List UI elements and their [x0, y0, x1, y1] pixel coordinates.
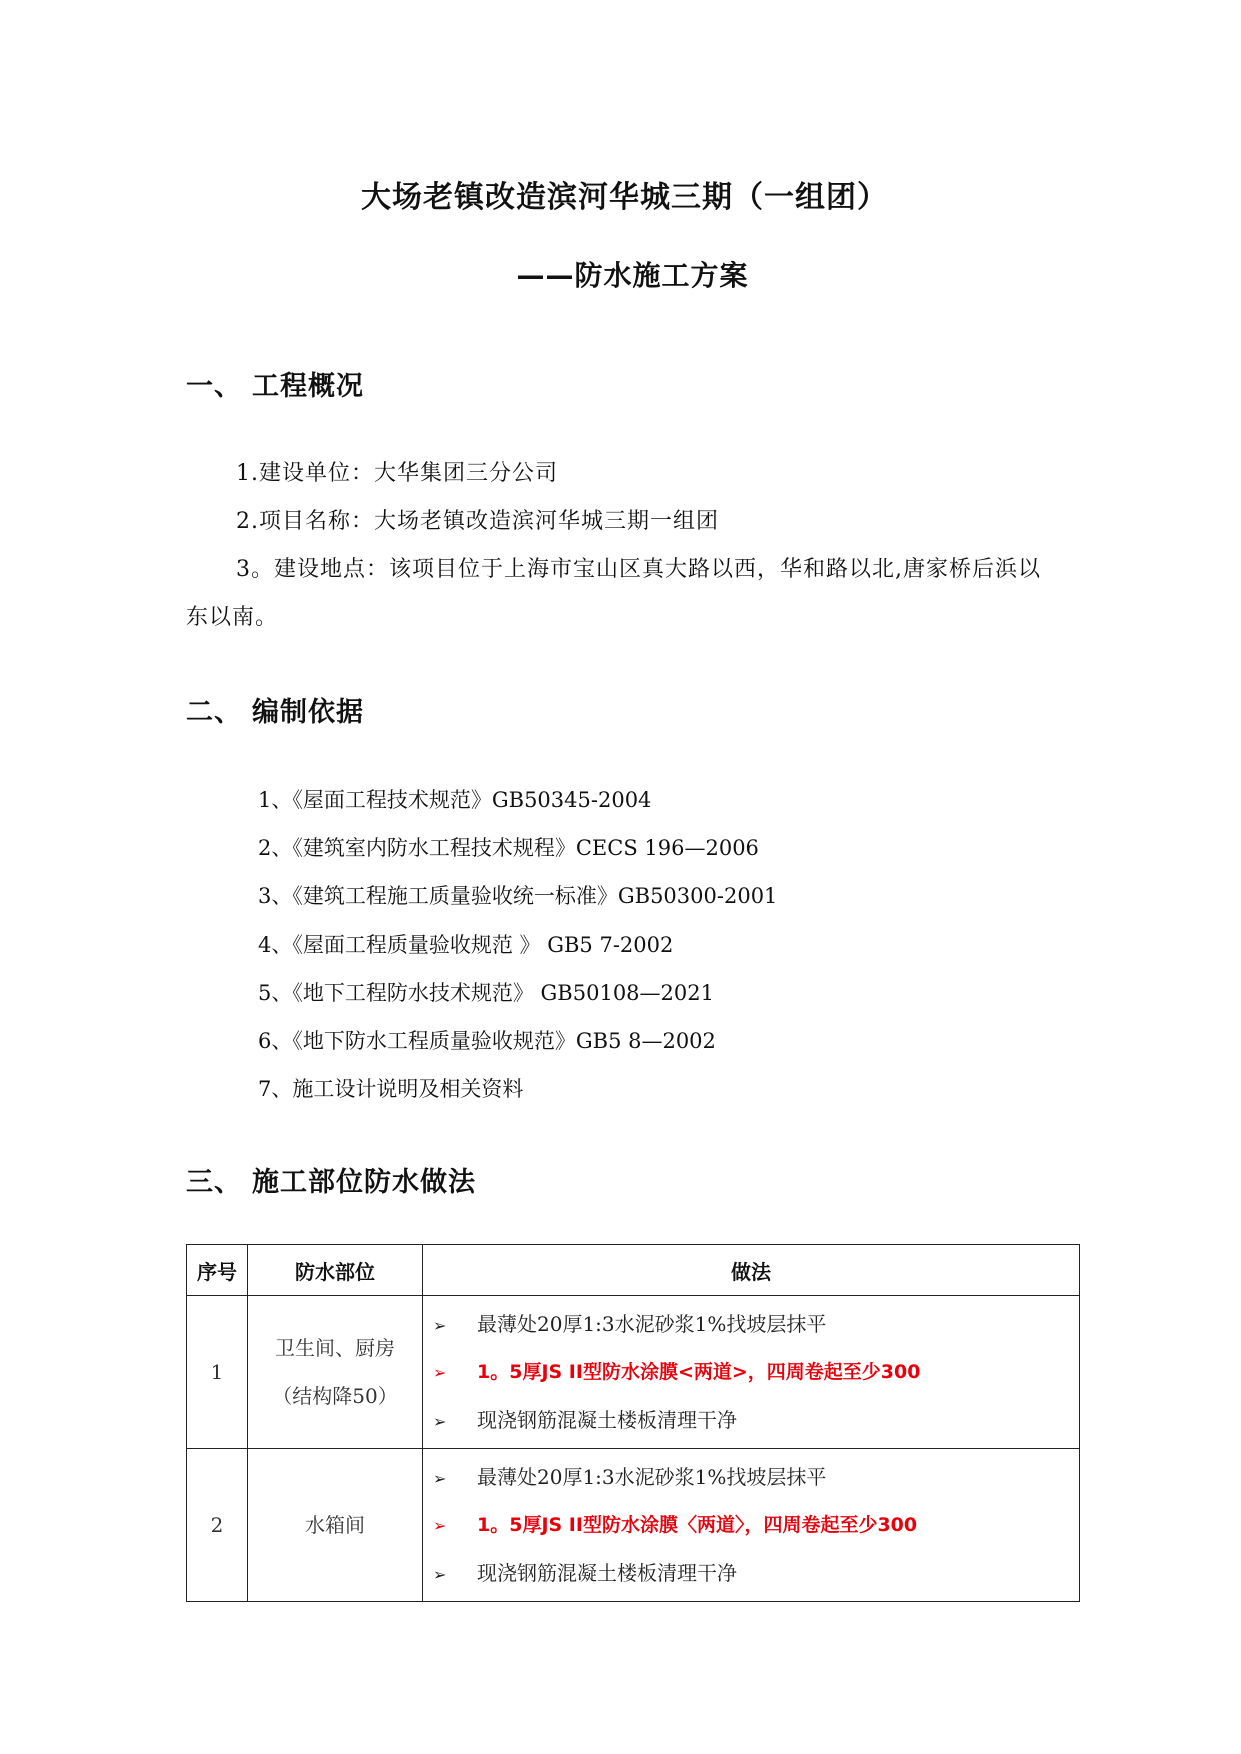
method-item: [433, 1453, 1079, 1501]
arrow-bullet-icon: ➢: [433, 1363, 447, 1382]
method-text: 1。5厚JS II型防水涂膜<两道>，四周卷起至少300: [477, 1361, 921, 1383]
arrow-bullet-icon: ➢: [433, 1565, 447, 1584]
method-text: 1。5厚JS II型防水涂膜〈两道〉，四周卷起至少300: [477, 1514, 918, 1536]
reference-item: 4、《屋面工程质量验收规范 》 GB5 7-2002: [258, 933, 674, 957]
section-title: 工程概况: [252, 371, 364, 402]
method-text: 现浇钢筋混凝土楼板清理干净: [477, 1408, 737, 1432]
arrow-bullet-icon: ➢: [433, 1316, 447, 1335]
section-number: 三、: [186, 1167, 242, 1198]
row-location: [248, 1449, 423, 1602]
location-line: 卫生间、厨房: [275, 1336, 395, 1360]
location-line: 水箱间: [305, 1513, 365, 1537]
method-list: [423, 1296, 1079, 1448]
row-number: 1: [187, 1296, 248, 1449]
reference-item: 7、施工设计说明及相关资料: [258, 1077, 524, 1101]
row-number: 2: [187, 1449, 248, 1602]
method-item-highlighted: [433, 1501, 1079, 1549]
table-row: [187, 1449, 1080, 1602]
method-text: 最薄处20厚1:3水泥砂浆1%找坡层抹平: [477, 1465, 827, 1489]
method-item: [433, 1396, 1079, 1444]
header-method: 做法: [423, 1245, 1080, 1296]
method-text: 最薄处20厚1:3水泥砂浆1%找坡层抹平: [477, 1312, 827, 1336]
arrow-bullet-icon: ➢: [433, 1412, 447, 1431]
location-line: （结构降50）: [272, 1384, 398, 1408]
reference-item: 5、《地下工程防水技术规范》 GB50108—2021: [258, 981, 714, 1005]
overview-client: 1.建设单位：大华集团三分公司: [236, 461, 558, 486]
document-subtitle: ——防水施工方案: [516, 259, 749, 292]
row-methods: [423, 1449, 1080, 1602]
document-title: 大场老镇改造滨河华城三期（一组团）: [361, 180, 888, 215]
reference-item: 3、《建筑工程施工质量验收统一标准》GB50300-2001: [258, 884, 778, 908]
section-heading-methods: [186, 1160, 476, 1199]
header-location: 防水部位: [248, 1245, 423, 1296]
row-location: [248, 1296, 423, 1449]
row-methods: [423, 1296, 1080, 1449]
overview-location-continued: 东以南。: [186, 605, 279, 630]
arrow-bullet-icon: ➢: [433, 1469, 447, 1488]
method-list: [423, 1449, 1079, 1601]
section-number: 一、: [186, 371, 242, 402]
table-header-row: [187, 1245, 1080, 1296]
method-item-highlighted: [433, 1348, 1079, 1396]
section-number: 二、: [186, 697, 242, 728]
header-number: 序号: [187, 1245, 248, 1296]
table-row: [187, 1296, 1080, 1449]
section-title: 编制依据: [252, 697, 364, 728]
method-item: [433, 1300, 1079, 1348]
section-heading-overview: [186, 364, 364, 403]
overview-location: 3。建设地点：该项目位于上海市宝山区真大路以西，华和路以北,唐家桥后浜以: [236, 557, 1041, 582]
method-text: 现浇钢筋混凝土楼板清理干净: [477, 1561, 737, 1585]
overview-project-name: 2.项目名称：大场老镇改造滨河华城三期一组团: [236, 509, 719, 534]
arrow-bullet-icon: ➢: [433, 1516, 447, 1535]
reference-item: 1、《屋面工程技术规范》GB50345-2004: [258, 788, 652, 812]
section-title: 施工部位防水做法: [252, 1167, 476, 1198]
section-heading-basis: [186, 690, 364, 729]
method-item: [433, 1549, 1079, 1597]
reference-item: 6、《地下防水工程质量验收规范》GB5 8—2002: [258, 1029, 716, 1053]
reference-item: 2、《建筑室内防水工程技术规程》CECS 196—2006: [258, 836, 759, 860]
waterproofing-method-table: [186, 1244, 1080, 1602]
